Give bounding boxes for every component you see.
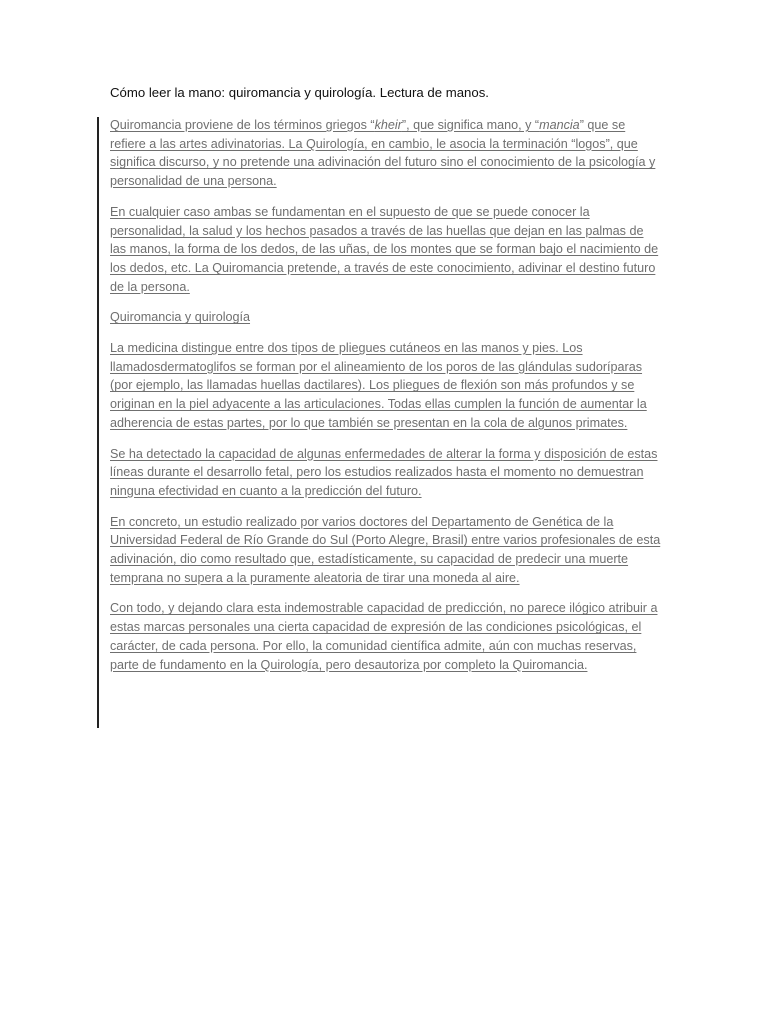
document-title: Cómo leer la mano: quiromancia y quirología. Lectura de manos.: [110, 85, 489, 100]
paragraph-1: [110, 116, 662, 191]
section-heading-text: Quiromancia y quirología: [110, 310, 251, 325]
paragraph-5: [110, 513, 662, 588]
paragraph-6: [110, 599, 662, 674]
paragraph-1-part-a: Quiromancia proviene de los términos griegos “: [110, 118, 375, 132]
paragraph-1-term-kheir: kheir: [374, 118, 402, 132]
revision-change-bar: [97, 117, 99, 728]
paragraph-1-part-c: ” que se refiere a las artes adivinatorias. La Quirología, en cambio, le asocia la terminación “logos”, que significa discurso, y no pretende una adivinación del futuro sino el conocimiento de la psicología y personalidad de una persona.: [110, 118, 656, 189]
paragraph-6-text: Con todo, y dejando clara esta indemostrable capacidad de predicción, no parece ilógico atribuir a estas marcas personales una cierta capacidad de expresión de las condiciones psicológicas, el carácter, de cada persona. Por ello, la comunidad científica admite, aún con muchas reservas, parte de fundamento en la Quirología, pero desautoriza por completo la Quiromancia.: [110, 601, 658, 672]
paragraph-5-text: En concreto, un estudio realizado por varios doctores del Departamento de Genética de la Universidad Federal de Río Grande do Sul (Porto Alegre, Brasil) entre varios profesionales de esta adivinación, dio como resultado que, estadísticamente, su capacidad de predecir una muerte temprana no supera a la puramente aleatoria de tirar una moneda al aire.: [110, 514, 661, 585]
paragraph-4-text: Se ha detectado la capacidad de algunas enfermedades de alterar la forma y disposición de estas líneas durante el desarrollo fetal, pero los estudios realizados hasta el momento no demuestran ninguna efectividad en cuanto a la predicción del futuro.: [110, 446, 658, 498]
paragraph-2: [110, 203, 662, 297]
paragraph-3-text: La medicina distingue entre dos tipos de pliegues cutáneos en las manos y pies. Los llamadosdermatoglifos se forman por el alineamiento de los poros de las glándulas sudoríparas (por ejemplo, las llamadas huellas dactilares). Los pliegues de flexión son más profundos y se originan en la piel adyacente a las articulaciones. Todas ellas cumplen la función de aumentar la adherencia de estas partes, por lo que también se presentan en la cola de algunos primates.: [110, 341, 647, 430]
paragraph-1-term-mancia: mancia: [539, 118, 580, 132]
paragraph-3: [110, 339, 662, 433]
section-heading: [110, 308, 662, 327]
paragraph-4: [110, 445, 662, 501]
paragraph-2-text: En cualquier caso ambas se fundamentan en el supuesto de que se puede conocer la personalidad, la salud y los hechos pasados a través de las huellas que dejan en las palmas de las manos, la forma de los dedos, de las uñas, de los montes que se forman bajo el nacimiento de los dedos, etc. La Quiromancia pretende, a través de este conocimiento, adivinar el destino futuro de la persona.: [110, 204, 659, 294]
document-body: [110, 116, 662, 686]
paragraph-1-part-b: ”, que significa mano, y “: [401, 118, 540, 132]
